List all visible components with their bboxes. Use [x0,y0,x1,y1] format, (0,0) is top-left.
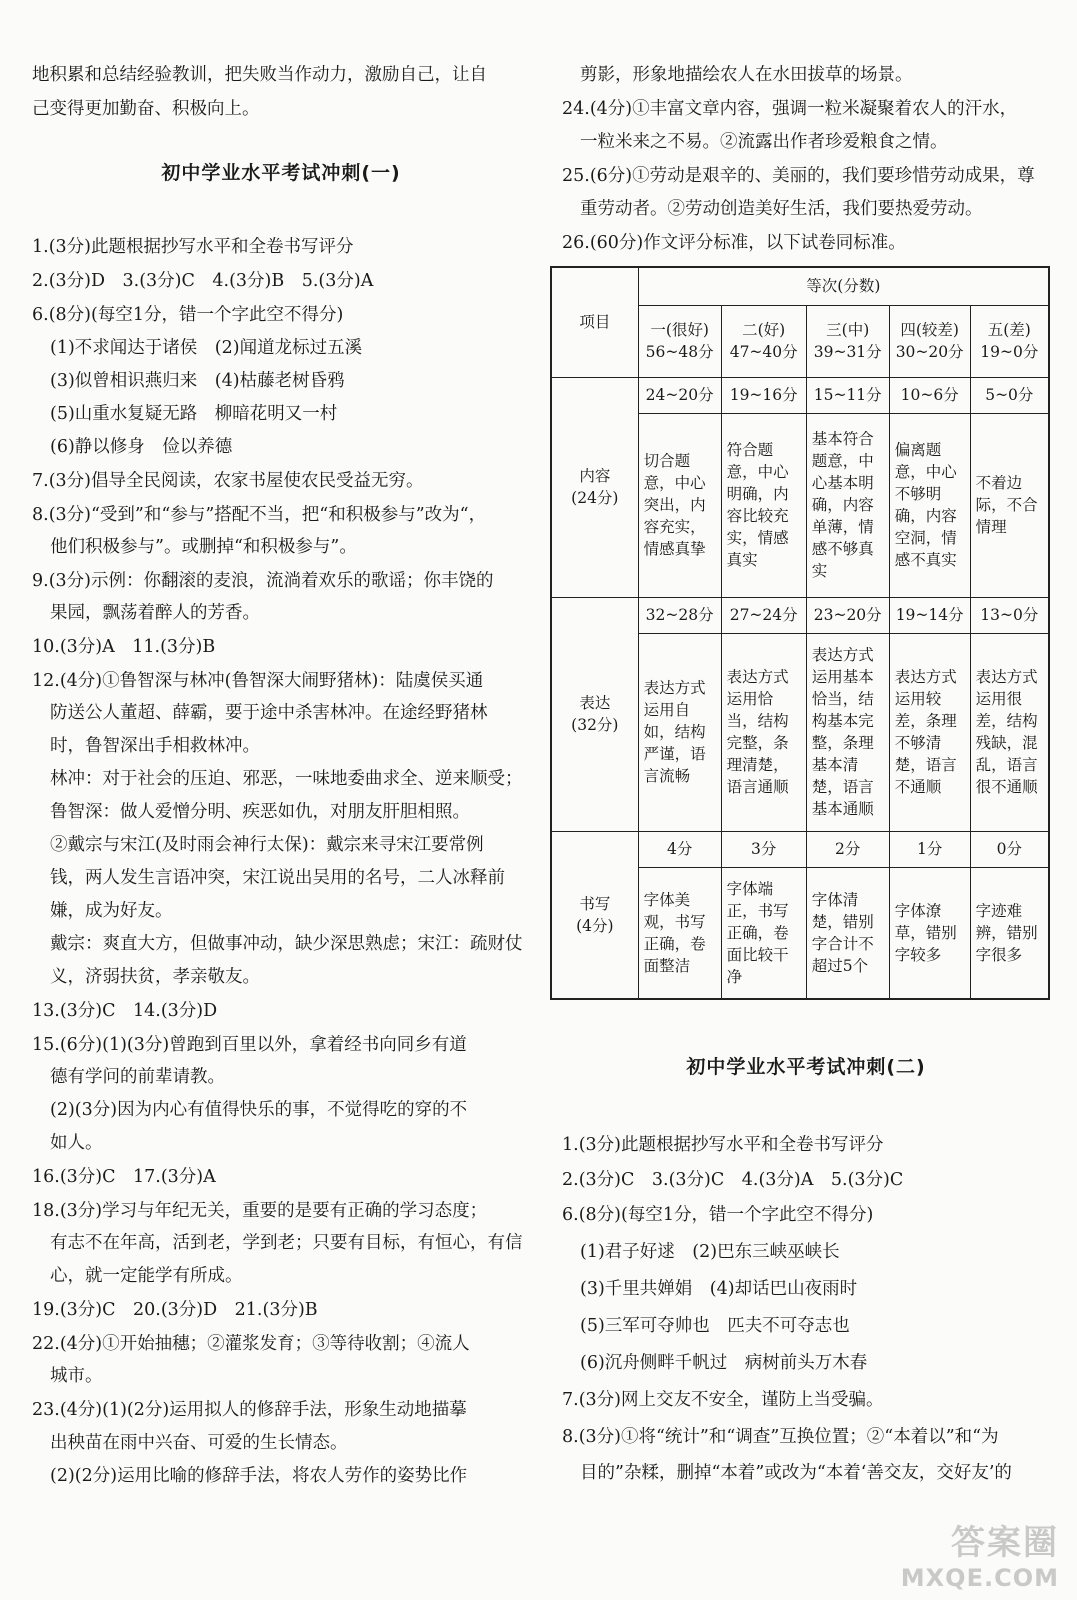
answer-line: 1.(3分)此题根据抄写水平和全卷书写评分 [32,237,354,257]
score-cell: 3分 [721,831,806,867]
desc-cell: 字体清楚，错别字合计不超过5个 [806,867,889,999]
answer-line: (3)千里共婵娟 (4)却话巴山夜雨时 [580,1279,858,1299]
score-cell: 23~20分 [806,597,889,633]
essay-grading-table [550,266,1050,1000]
answer-line: 目的”杂糅，删掉“本着”或改为“本着‘善交友，交好友’的 [580,1463,1012,1483]
answer-line: 15.(6分)(1)(3分)曾跑到百里以外，拿着经书向同乡有道 [32,1035,467,1055]
grade-cell: 三(中) 39~31分 [806,305,889,377]
answer-line: 8.(3分)“受到”和“参与”搭配不当，把“和积极参与”改为“， [32,505,487,525]
answer-line: 16.(3分)C 17.(3分)A [32,1167,216,1187]
desc-cell: 字迹难辨，错别字很多 [970,867,1049,999]
item-header: 项目 [551,267,638,377]
score-cell: 1分 [889,831,970,867]
answer-line: 26.(60分)作文评分标准，以下试卷同标准。 [562,233,906,253]
desc-cell: 偏离题意，中心不够明确，内容空洞，情感不真实 [889,413,970,597]
answer-line: 6.(8分)(每空1分，错一个字此空不得分) [562,1205,874,1225]
answer-line: 19.(3分)C 20.(3分)D 21.(3分)B [32,1300,318,1320]
section-heading-1: 初中学业水平考试冲刺(一) [161,162,401,184]
answer-line: (2)(2分)运用比喻的修辞手法，将农人劳作的姿势比作 [50,1466,468,1486]
desc-cell: 字体美观，书写正确，卷面整洁 [638,867,721,999]
answer-line: (5)山重水复疑无路 柳暗花明又一村 [50,404,338,424]
answer-line: 18.(3分)学习与年纪无关，重要的是要有正确的学习态度； [32,1201,488,1221]
answer-line: 德有学问的前辈请教。 [50,1067,225,1087]
score-cell: 32~28分 [638,597,721,633]
answer-line: 2.(3分)C 3.(3分)C 4.(3分)A 5.(3分)C [562,1170,904,1190]
answer-line: 果园，飘荡着醉人的芳香。 [50,603,260,623]
desc-cell: 符合题意，中心明确，内容比较充实，情感真实 [721,413,806,597]
score-cell: 4分 [638,831,721,867]
site-watermark [901,1515,1059,1592]
answer-line: (1)君子好逑 (2)巴东三峡巫峡长 [580,1242,840,1262]
grade-cell: 一(很好) 56~48分 [638,305,721,377]
score-cell: 15~11分 [806,377,889,413]
desc-cell: 字体端正，书写正确，卷面比较干净 [721,867,806,999]
score-cell: 5~0分 [970,377,1049,413]
answer-line: 重劳动者。②劳动创造美好生活，我们要热爱劳动。 [580,199,983,219]
desc-cell: 表达方式运用很差，结构残缺，混乱，语言很不通顺 [970,633,1049,831]
answer-line: 城市。 [50,1366,103,1386]
desc-cell: 切合题意，中心突出，内容充实，情感真挚 [638,413,721,597]
answer-line: 22.(4分)①开始抽穗；②灌浆发育；③等待收割；④流人 [32,1334,470,1354]
answer-line: 时，鲁智深出手相救林冲。 [50,736,260,756]
answer-line: 出秧苗在雨中兴奋、可爱的生长情态。 [50,1433,348,1453]
intro-line: 地积累和总结经验教训，把失败当作动力，激励自己，让自 [32,65,487,85]
answer-line: 12.(4分)①鲁智深与林冲(鲁智深大闹野猪林)：陆虞侯买通 [32,671,484,691]
answer-line: 24.(4分)①丰富文章内容，强调一粒米凝聚着农人的汗水， [562,99,1018,119]
row-label-writing: 书写 (4分) [551,831,638,999]
answer-line: 25.(6分)①劳动是艰辛的、美丽的，我们要珍惜劳动成果，尊 [562,166,1035,186]
section-heading-2: 初中学业水平考试冲刺(二) [686,1056,926,1078]
desc-cell: 表达方式运用基本恰当，结构基本完整，条理基本清楚，语言基本通顺 [806,633,889,831]
answer-line: ②戴宗与宋江(及时雨会神行太保)：戴宗来寻宋江要常例 [50,835,484,855]
row-label-content: 内容 (24分) [551,377,638,597]
answer-line: (1)不求闻达于诸侯 (2)闻道龙标过五溪 [50,338,363,358]
score-cell: 24~20分 [638,377,721,413]
desc-cell: 表达方式运用恰当，结构完整，条理清楚，语言通顺 [721,633,806,831]
grade-cell: 二(好) 47~40分 [721,305,806,377]
answer-line: 一粒米来之不易。②流露出作者珍爱粮食之情。 [580,132,948,152]
score-cell: 27~24分 [721,597,806,633]
intro-line: 己变得更加勤奋、积极向上。 [32,99,260,119]
answer-line: (5)三军可夺帅也 匹夫不可夺志也 [580,1316,850,1336]
answer-line: (6)静以修身 俭以养德 [50,437,233,457]
answer-line: 防送公人董超、薛霸，要于途中杀害林冲。在途经野猪林 [50,703,488,723]
answer-line: 1.(3分)此题根据抄写水平和全卷书写评分 [562,1135,884,1155]
score-cell: 10~6分 [889,377,970,413]
answer-line: 9.(3分)示例：你翻滚的麦浪，流淌着欢乐的歌谣；你丰饶的 [32,571,494,591]
answer-line: 他们积极参与”。或删掉“和积极参与”。 [50,537,357,557]
answer-line: 嫌，成为好友。 [50,901,173,921]
answer-line: 10.(3分)A 11.(3分)B [32,637,216,657]
row-label-expression: 表达 (32分) [551,597,638,831]
desc-cell: 基本符合题意，中心基本明确，内容单薄，情感不够真实 [806,413,889,597]
score-cell: 0分 [970,831,1049,867]
answer-line: 8.(3分)①将“统计”和“调查”互换位置；②“本着以”和“为 [562,1427,999,1447]
score-cell: 2分 [806,831,889,867]
answer-line: 6.(8分)(每空1分，错一个字此空不得分) [32,305,344,325]
answer-line: (2)(3分)因为内心有值得快乐的事，不觉得吃的穿的不 [50,1100,468,1120]
answer-line: 鲁智深：做人爱憎分明、疾恶如仇，对朋友肝胆相照。 [50,802,470,822]
answer-line: 2.(3分)D 3.(3分)C 4.(3分)B 5.(3分)A [32,271,374,291]
answer-line: 钱，两人发生言语冲突，宋江说出吴用的名号，二人冰释前 [50,868,505,888]
answer-line: 13.(3分)C 14.(3分)D [32,1001,218,1021]
watermark-url: MXQE.COM [900,1564,1059,1592]
desc-cell: 表达方式运用较差，条理不够清楚，语言不通顺 [889,633,970,831]
grade-cell: 四(较差) 30~20分 [889,305,970,377]
answer-line: 7.(3分)网上交友不安全，谨防上当受骗。 [562,1390,884,1410]
answer-line: (3)似曾相识燕归来 (4)枯藤老树昏鸦 [50,371,345,391]
grade-cell: 五(差) 19~0分 [970,305,1049,377]
watermark-text: 答案圈 [951,1523,1059,1563]
answer-line: 7.(3分)倡导全民阅读，农家书屋使农民受益无穷。 [32,471,424,491]
answer-line: 有志不在年高，活到老，学到老；只要有目标，有恒心，有信 [50,1233,523,1253]
answer-line: 林冲：对于社会的压迫、邪恶，一味地委曲求全、逆来顺受； [50,769,523,789]
answer-line: 心，就一定能学有所成。 [50,1266,243,1286]
grade-header: 等次(分数) [638,267,1049,305]
answer-line: (6)沉舟侧畔千帆过 病树前头万木春 [580,1353,868,1373]
score-cell: 19~14分 [889,597,970,633]
score-cell: 19~16分 [721,377,806,413]
desc-cell: 表达方式运用自如，结构严谨，语言流畅 [638,633,721,831]
desc-cell: 字体潦草，错别字较多 [889,867,970,999]
answer-line: 戴宗：爽直大方，但做事冲动，缺少深思熟虑；宋江：疏财仗 [50,934,523,954]
answer-line: 如人。 [50,1133,103,1153]
answer-line: 23.(4分)(1)(2分)运用拟人的修辞手法，形象生动地描摹 [32,1400,467,1420]
answer-line: 剪影，形象地描绘农人在水田拔草的场景。 [580,65,913,85]
answer-line: 义，济弱扶贫，孝亲敬友。 [50,967,260,987]
score-cell: 13~0分 [970,597,1049,633]
desc-cell: 不着边际，不合情理 [970,413,1049,597]
